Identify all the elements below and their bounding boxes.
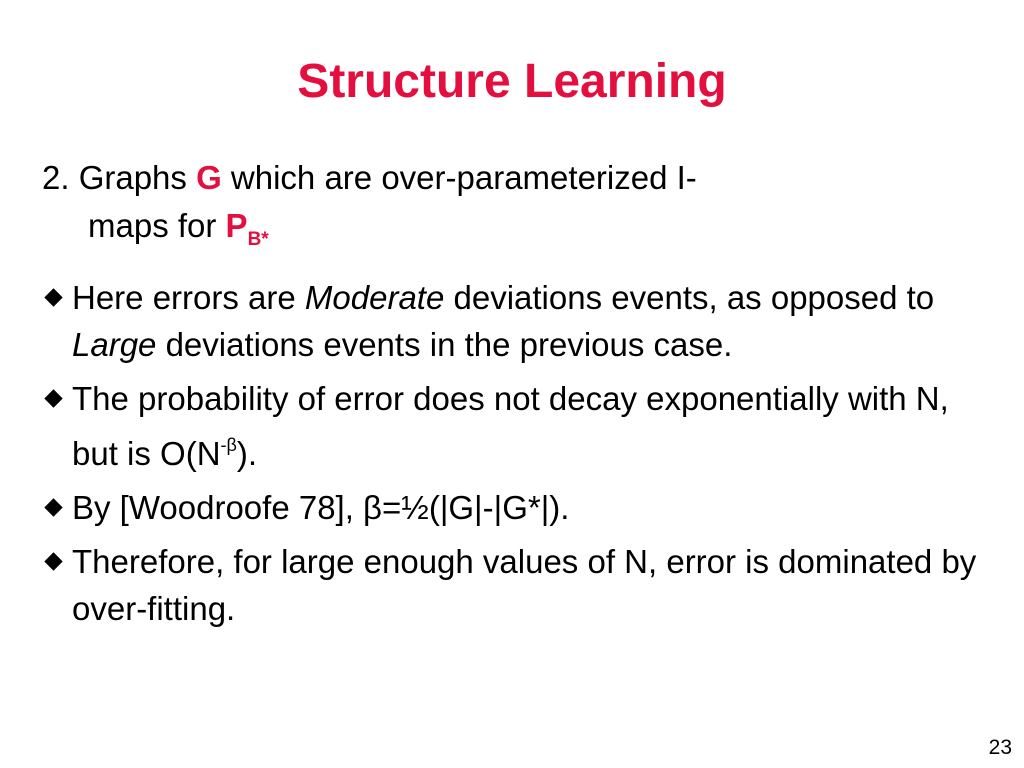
numbered-heading <box>42 154 762 264</box>
bullet-text: ). <box>236 435 258 472</box>
heading-line-1 <box>42 154 762 202</box>
distribution-symbol-p: P <box>225 207 248 244</box>
slide-title: Structure Learning <box>297 55 727 108</box>
bullet-list <box>42 274 992 639</box>
bullet-text: Here errors are <box>72 279 305 316</box>
bullet-text: deviations events, as opposed to <box>444 279 935 316</box>
bullet-superscript: -β <box>220 435 237 455</box>
bullet-text: deviations events in the previous case. <box>156 326 733 363</box>
distribution-subscript: B* <box>247 229 269 250</box>
diamond-bullet-icon <box>44 389 62 407</box>
bullet-italic-term: Large <box>72 326 157 363</box>
graph-symbol-g: G <box>196 159 222 196</box>
bullet-text: The probability of error does not decay exponentially with N, but is O(N <box>72 380 949 472</box>
diamond-bullet-icon <box>44 552 62 570</box>
bullet-italic-term: Moderate <box>304 279 445 316</box>
heading-prefix: 2. Graphs <box>42 159 197 196</box>
heading-line2-prefix: maps for <box>88 207 226 244</box>
diamond-bullet-icon <box>44 498 62 516</box>
bullet-item <box>42 538 992 632</box>
page-number: 23 <box>988 736 1012 759</box>
heading-line-2 <box>42 202 762 264</box>
bullet-text: Therefore, for large enough values of N, error is dominated by over-fitting. <box>72 543 977 627</box>
bullet-text: By [Woodroofe 78], β=½(|G|-|G*|). <box>72 489 570 526</box>
bullet-item <box>42 375 992 477</box>
diamond-bullet-icon <box>44 288 62 306</box>
bullet-item <box>42 274 992 368</box>
bullet-item <box>42 484 992 531</box>
heading-middle: which are over-parameterized I- <box>221 159 697 196</box>
